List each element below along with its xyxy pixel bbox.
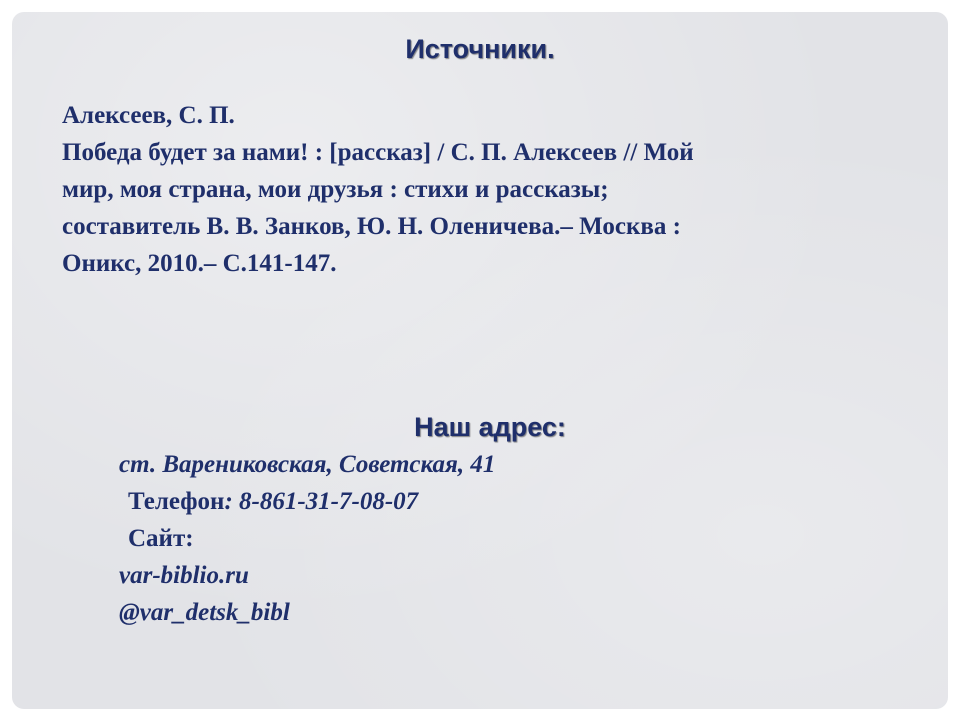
slide xyxy=(12,12,948,709)
address-heading: Наш адрес: xyxy=(414,412,566,442)
phone-line xyxy=(119,483,819,520)
citation-line: Победа будет за нами! : [рассказ] / С. П. Алексеев // Мой xyxy=(62,139,694,166)
site-label: Сайт: xyxy=(128,525,194,552)
source-citation xyxy=(62,97,902,282)
contact-block xyxy=(119,446,819,631)
social-handle[interactable]: @var_detsk_bibl xyxy=(119,599,290,626)
site-link[interactable]: var-biblio.ru xyxy=(119,562,249,589)
citation-line: Алексеев, С. П. xyxy=(62,102,235,129)
phone-number: : 8-861-31-7-08-07 xyxy=(224,488,419,515)
slide-title: Источники. xyxy=(405,34,555,64)
phone-label: Телефон xyxy=(128,488,225,515)
citation-line: Оникс, 2010.– С.141-147. xyxy=(62,250,337,277)
citation-line: составитель В. В. Занков, Ю. Н. Оленичева.– Москва : xyxy=(62,213,681,240)
street-address: ст. Варениковская, Советская, 41 xyxy=(119,451,496,478)
citation-line: мир, моя страна, мои друзья : стихи и рассказы; xyxy=(62,176,609,203)
